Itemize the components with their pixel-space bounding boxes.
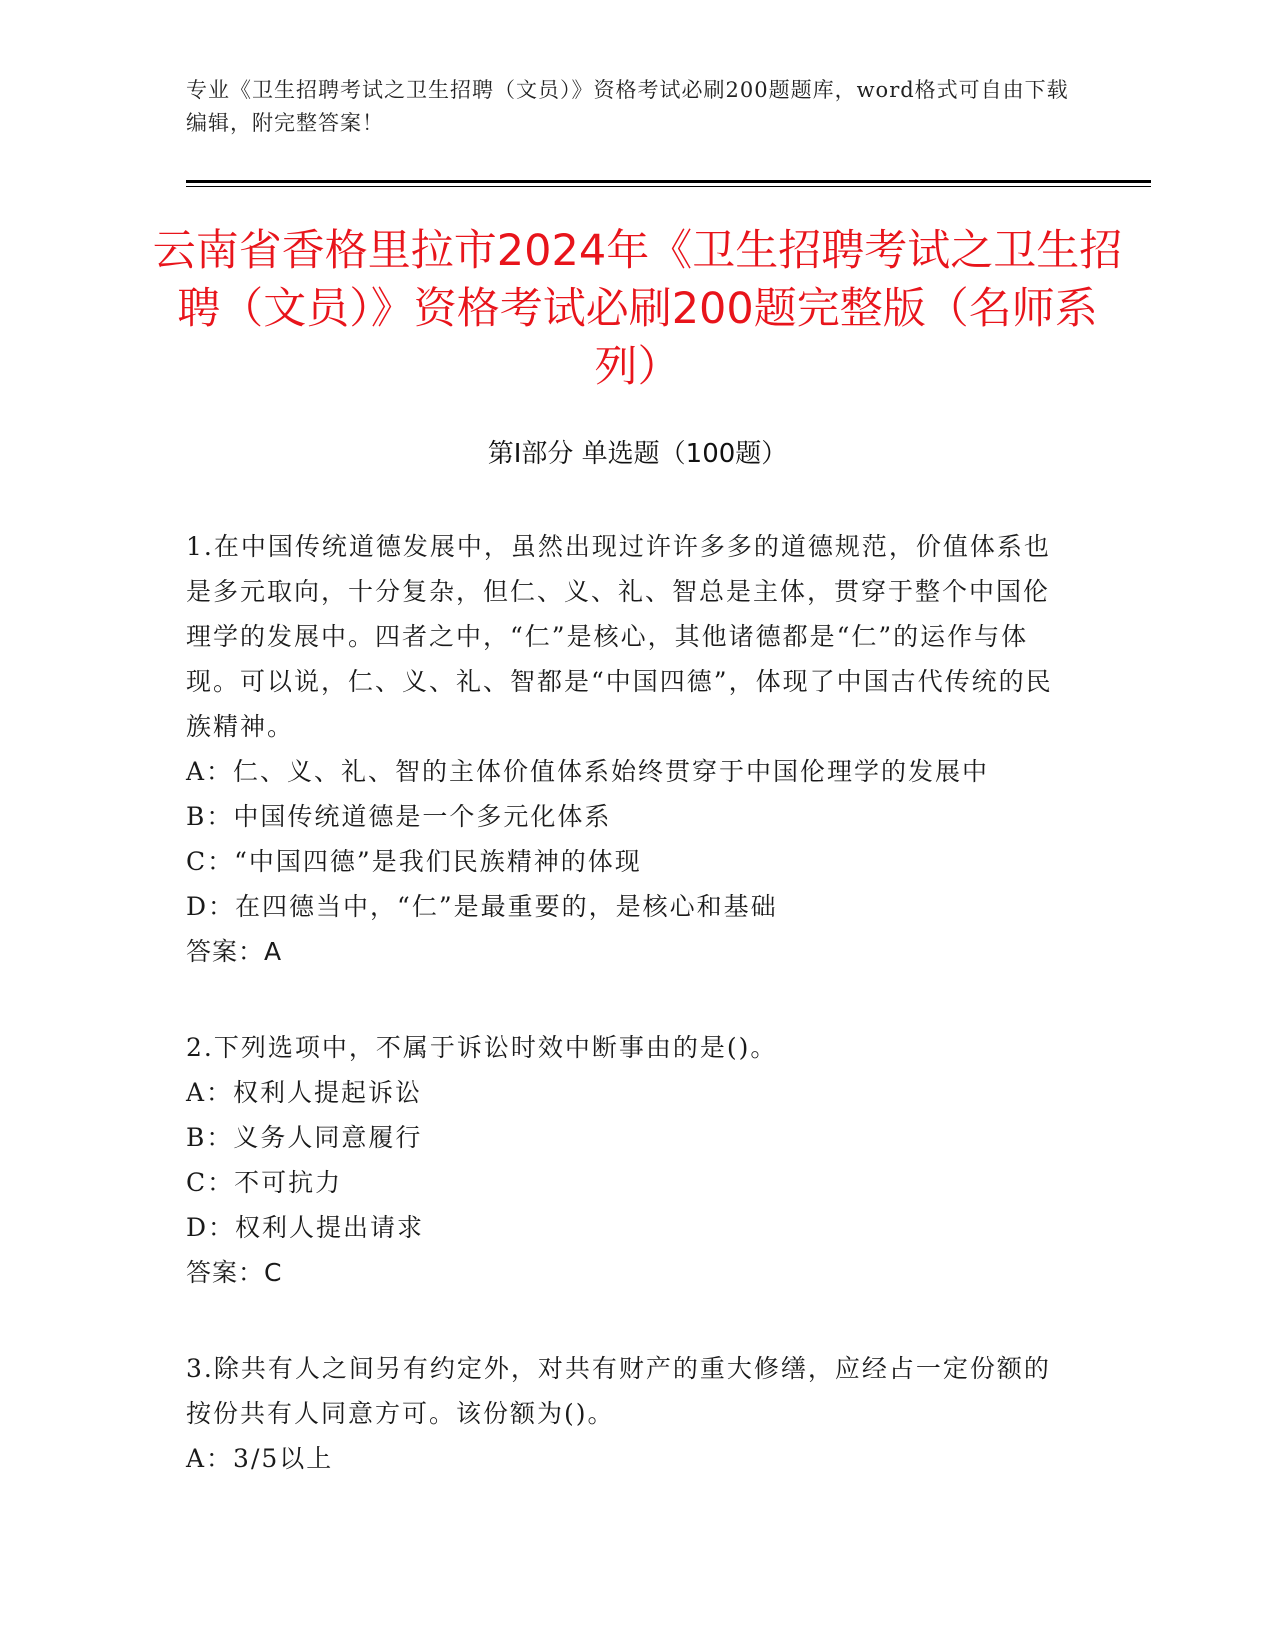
header-divider-thick [186, 180, 1151, 183]
option-a: A：3/5以上 [186, 1444, 334, 1473]
question-stem: 2.下列选项中，不属于诉讼时效中断事由的是()。 [186, 1033, 778, 1062]
question-3 [186, 1346, 1066, 1481]
section-title: 第I部分 单选题（100题） [487, 439, 788, 469]
header-divider-thin [186, 186, 1151, 187]
option-a: A：仁、义、礼、智的主体价值体系始终贯穿于中国伦理学的发展中 [186, 757, 990, 786]
option-c: C：不可抗力 [186, 1168, 343, 1197]
answer-label: 答案：C [186, 1258, 283, 1287]
question-list [186, 524, 1066, 1532]
header-note: 专业《卫生招聘考试之卫生招聘（文员）》资格考试必刷200题题库，word格式可自由下载编辑，附完整答案！ [186, 78, 1069, 135]
option-c: C：“中国四德”是我们民族精神的体现 [186, 847, 642, 876]
question-stem: 1.在中国传统道德发展中，虽然出现过许许多多的道德规范，价值体系也是多元取向，十分复杂，但仁、义、礼、智总是主体，贯穿于整个中国伦理学的发展中。四者之中，“仁”是核心，其他诸德都是“仁”的运作与体现。可以说，仁、义、礼、智都是“中国四德”，体现了中国古代传统的民族精神。 [186, 532, 1053, 741]
question-1 [186, 524, 1066, 974]
option-b: B：中国传统道德是一个多元化体系 [186, 802, 612, 831]
answer-label: 答案：A [186, 937, 283, 966]
option-d: D：在四德当中，“仁”是最重要的，是核心和基础 [186, 892, 778, 921]
option-b: B：义务人同意履行 [186, 1123, 423, 1152]
question-2 [186, 1025, 1066, 1295]
option-a: A：权利人提起诉讼 [186, 1078, 423, 1107]
option-d: D：权利人提出请求 [186, 1213, 425, 1242]
question-stem: 3.除共有人之间另有约定外，对共有财产的重大修缮，应经占一定份额的按份共有人同意方可。该份额为()。 [186, 1354, 1051, 1428]
document-title: 云南省香格里拉市2024年《卫生招聘考试之卫生招聘（文员）》资格考试必刷200题完整版（名师系列） [152, 226, 1123, 392]
